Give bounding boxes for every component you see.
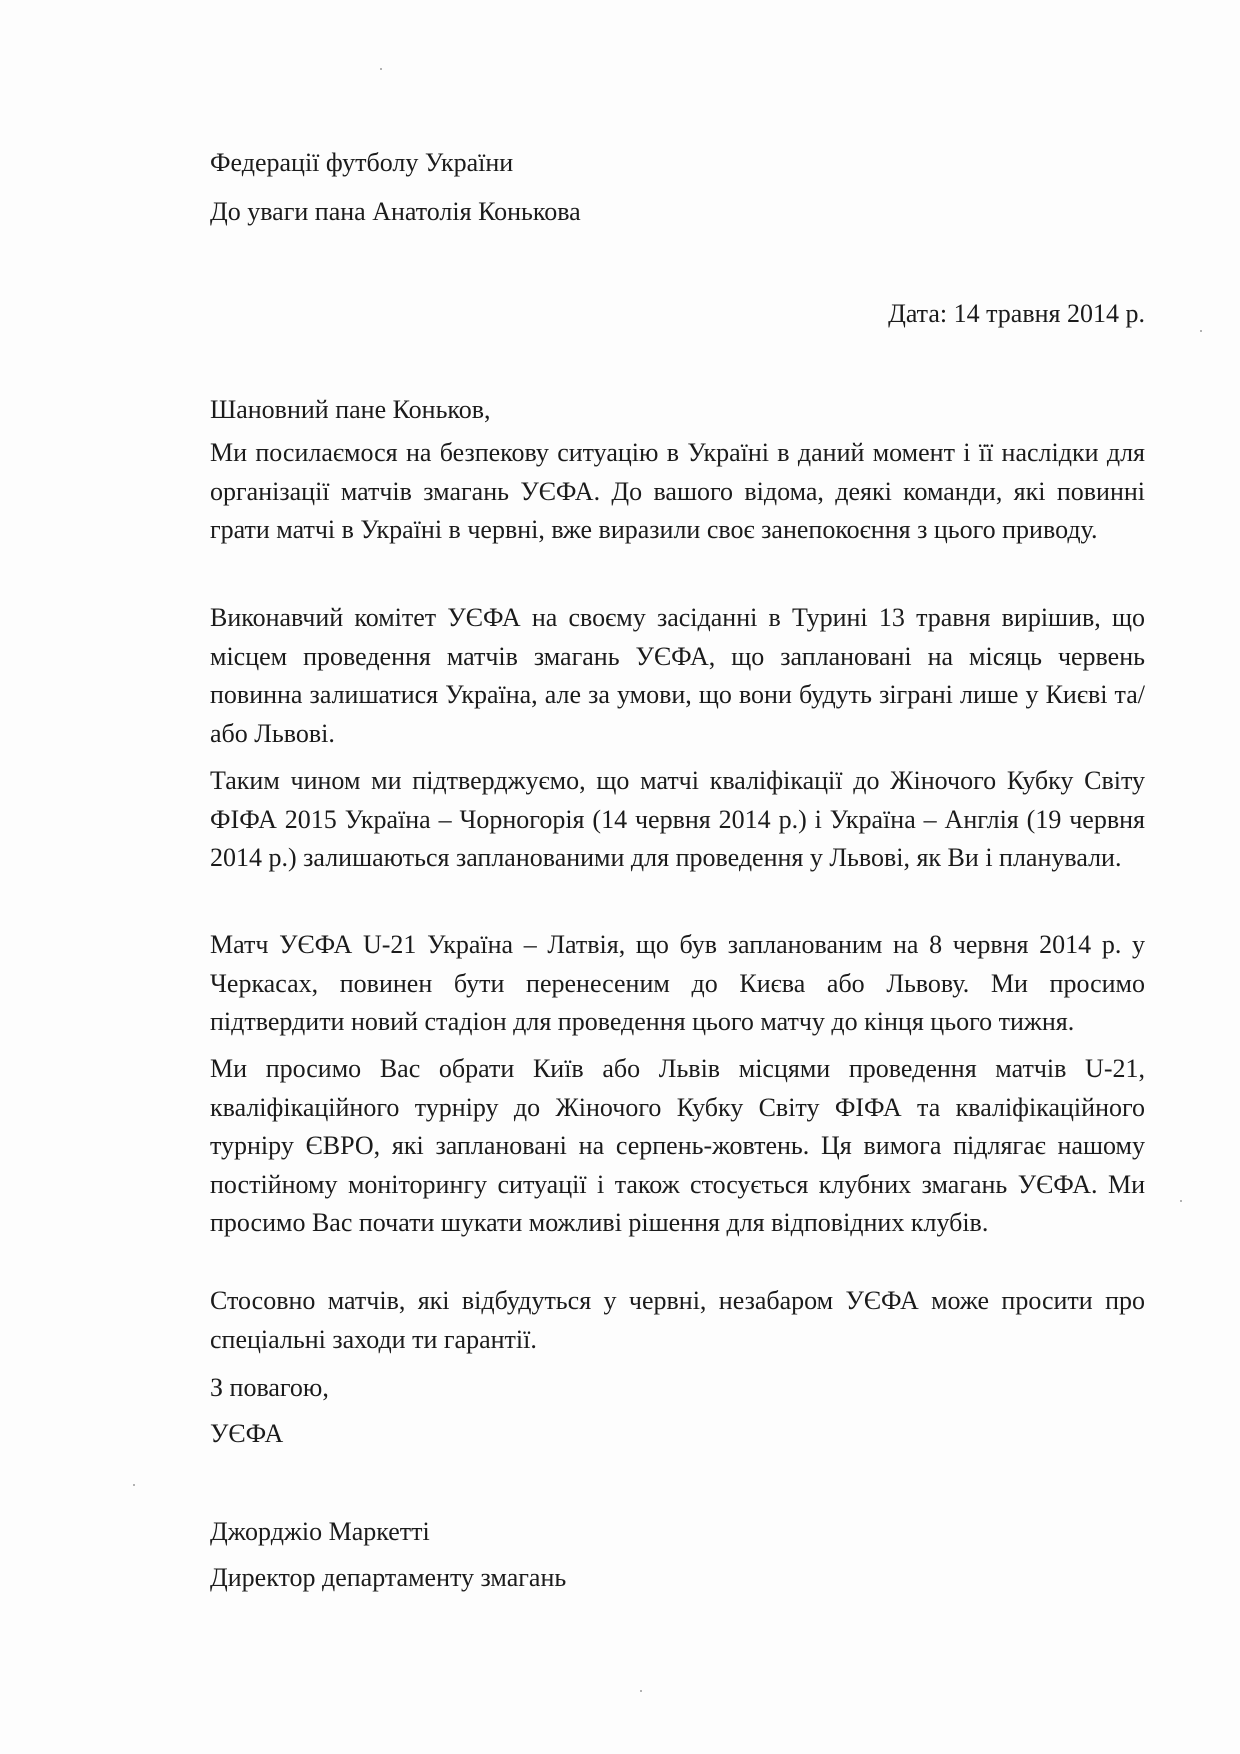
scan-speck bbox=[1180, 1200, 1182, 1202]
closing-organization: УЄФА bbox=[210, 1419, 284, 1448]
signer-name: Джорджіо Маркетті bbox=[210, 1517, 430, 1546]
recipient-organization: Федерації футболу України bbox=[210, 148, 514, 177]
scan-speck bbox=[380, 68, 382, 70]
letter-date: Дата: 14 травня 2014 р. bbox=[888, 299, 1145, 328]
signer-title: Директор департаменту змагань bbox=[210, 1563, 567, 1592]
paragraph-security-situation: Ми посилаємося на безпекову ситуацію в Україні в даний момент і її наслідки для організації матчів змагань УЄФА. До вашого відома, деякі команди, які повинні грати матчі в Україні в червні, вже виразили своє занепокоєння з цього приводу. bbox=[210, 438, 1145, 544]
paragraph-venue-request: Ми просимо Вас обрати Київ або Львів місцями проведення матчів U-21, кваліфікаційного турніру до Жіночого Кубку Світу ФІФА та кваліфікаційного турніру ЄВРО, які заплановані на серпень-жовтень. Ця вимога підлягає нашому постійному моніторингу ситуації і також стосується клубних змагань УЄФА. Ми просимо Вас почати шукати можливі рішення для відповідних клубів. bbox=[210, 1054, 1145, 1237]
scan-speck bbox=[133, 1484, 135, 1486]
scan-speck bbox=[640, 1690, 642, 1692]
closing-regards: З повагою, bbox=[210, 1373, 329, 1402]
paragraph-womens-qualifiers: Таким чином ми підтверджуємо, що матчі кваліфікації до Жіночого Кубку Світу ФІФА 2015 Україна – Чорногорія (14 червня 2014 р.) і Україна – Англія (19 червня 2014 р.) залишаються запланованими для проведення у Львові, як Ви і планували. bbox=[210, 766, 1145, 872]
recipient-attention: До уваги пана Анатолія Конькова bbox=[210, 197, 581, 226]
scan-speck bbox=[1200, 330, 1202, 332]
paragraph-executive-decision: Виконавчий комітет УЄФА на своєму засіданні в Турині 13 травня вирішив, що місцем проведення матчів змагань УЄФА, що заплановані на місяць червень повинна залишатися Україна, але за умови, що вони будуть зіграні лише у Києві та/або Львові. bbox=[210, 603, 1145, 748]
salutation: Шановний пане Коньков, bbox=[210, 395, 491, 424]
paragraph-june-measures: Стосовно матчів, які відбудуться у червні, незабаром УЄФА може просити про спеціальні заходи ти гарантії. bbox=[210, 1286, 1145, 1354]
paragraph-u21-match: Матч УЄФА U-21 Україна – Латвія, що був запланованим на 8 червня 2014 р. у Черкасах, повинен бути перенесеним до Києва або Львову. Ми просимо підтвердити новий стадіон для проведення цього матчу до кінця цього тижня. bbox=[210, 930, 1145, 1036]
